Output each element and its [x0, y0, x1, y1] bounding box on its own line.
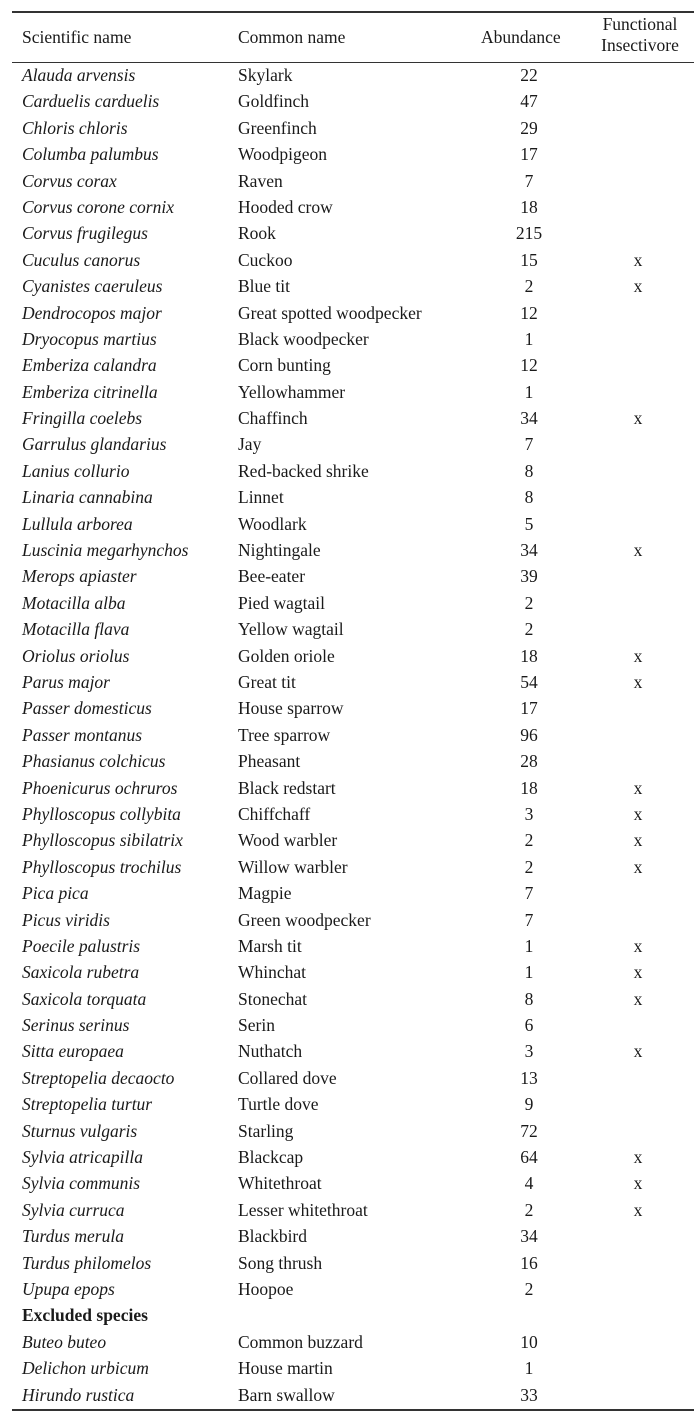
common-name-cell: Skylark	[238, 65, 293, 85]
abundance-cell: 15	[520, 249, 538, 270]
scientific-name-cell: Phoenicurus ochruros	[22, 777, 178, 798]
abundance-cell: 1	[524, 381, 534, 402]
scientific-name-cell: Hirundo rustica	[22, 1384, 135, 1405]
table-row	[0, 62, 697, 88]
abundance-cell: 96	[520, 724, 538, 745]
abundance-cell: 72	[520, 1120, 538, 1141]
insectivore-cell: x	[633, 1147, 643, 1168]
table-row	[0, 537, 697, 563]
scientific-name-cell: Phasianus colchicus	[22, 751, 166, 772]
insectivore-cell: x	[633, 803, 643, 824]
common-name-cell: Marsh tit	[238, 935, 302, 956]
abundance-cell: 34	[520, 408, 538, 429]
header-abundance: Abundance	[481, 27, 561, 47]
abundance-cell: 22	[520, 65, 538, 85]
abundance-cell: 7	[524, 434, 534, 455]
table-row	[0, 775, 697, 801]
table-row	[0, 695, 697, 721]
common-name-cell: Wood warbler	[238, 830, 338, 851]
abundance-cell: 5	[524, 513, 534, 534]
table-row	[0, 986, 697, 1012]
scientific-name-cell: Sturnus vulgaris	[22, 1120, 138, 1141]
common-name-cell: Great tit	[238, 671, 296, 692]
table-row	[0, 431, 697, 457]
common-name-cell: Tree sparrow	[238, 724, 331, 745]
common-name-cell: Common buzzard	[238, 1331, 363, 1352]
header-functional-line1: Functional	[602, 14, 678, 34]
common-name-cell: Corn bunting	[238, 355, 331, 376]
table-row	[0, 194, 697, 220]
common-name-cell: Yellowhammer	[238, 381, 346, 402]
section-heading: Excluded species	[22, 1305, 148, 1326]
insectivore-cell: x	[633, 856, 643, 877]
common-name-cell: Jay	[238, 434, 262, 455]
abundance-cell: 64	[520, 1147, 538, 1168]
scientific-name-cell: Dendrocopos major	[22, 302, 162, 323]
abundance-cell: 2	[524, 1278, 534, 1299]
abundance-cell: 9	[524, 1094, 534, 1115]
common-name-cell: Woodpigeon	[238, 144, 327, 165]
common-name-cell: Black redstart	[238, 777, 336, 798]
abundance-cell: 17	[520, 698, 538, 719]
table-row	[0, 1276, 697, 1302]
insectivore-cell: x	[633, 777, 643, 798]
scientific-name-cell: Emberiza calandra	[22, 355, 157, 376]
scientific-name-cell: Alauda arvensis	[22, 65, 136, 85]
table-row	[0, 1012, 697, 1038]
insectivore-cell: x	[633, 830, 643, 851]
scientific-name-cell: Poecile palustris	[22, 935, 141, 956]
abundance-cell: 16	[520, 1252, 538, 1273]
common-name-cell: Yellow wagtail	[238, 619, 344, 640]
common-name-cell: Whinchat	[238, 962, 307, 983]
common-name-cell: Song thrush	[238, 1252, 323, 1273]
table-row	[0, 273, 697, 299]
scientific-name-cell: Passer domesticus	[22, 698, 152, 719]
common-name-cell: Collared dove	[238, 1067, 337, 1088]
table-row	[0, 1065, 697, 1091]
table-row	[0, 88, 697, 114]
common-name-cell: Rook	[238, 223, 276, 244]
abundance-cell: 7	[524, 909, 534, 930]
scientific-name-cell: Luscinia megarhynchos	[22, 540, 189, 561]
scientific-name-cell: Lanius collurio	[22, 460, 130, 481]
common-name-cell: Turtle dove	[238, 1094, 319, 1115]
common-name-cell: Magpie	[238, 883, 292, 904]
common-name-cell: Woodlark	[238, 513, 307, 534]
table-row	[0, 1038, 697, 1064]
table-row	[0, 1118, 697, 1144]
table-row	[0, 827, 697, 853]
common-name-cell: Nightingale	[238, 540, 321, 561]
scientific-name-cell: Columba palumbus	[22, 144, 159, 165]
table-row	[0, 669, 697, 695]
abundance-cell: 12	[520, 302, 538, 323]
common-name-cell: Serin	[238, 1015, 275, 1036]
abundance-cell: 12	[520, 355, 538, 376]
scientific-name-cell: Lullula arborea	[22, 513, 133, 534]
scientific-name-cell: Streptopelia decaocto	[22, 1067, 175, 1088]
table-row	[0, 854, 697, 880]
scientific-name-cell: Turdus merula	[22, 1226, 124, 1247]
insectivore-cell: x	[633, 671, 643, 692]
common-name-cell: Great spotted woodpecker	[238, 302, 422, 323]
abundance-cell: 2	[524, 276, 534, 297]
table-row	[0, 643, 697, 669]
insectivore-cell: x	[633, 962, 643, 983]
common-name-cell: Goldfinch	[238, 91, 309, 112]
scientific-name-cell: Oriolus oriolus	[22, 645, 130, 666]
common-name-cell: Blackbird	[238, 1226, 308, 1247]
table-row	[0, 1355, 697, 1381]
scientific-name-cell: Buteo buteo	[22, 1331, 107, 1352]
abundance-cell: 1	[524, 328, 534, 349]
table-row	[0, 405, 697, 431]
abundance-cell: 10	[520, 1331, 538, 1352]
table-row	[0, 141, 697, 167]
abundance-cell: 7	[524, 883, 534, 904]
common-name-cell: Red-backed shrike	[238, 460, 369, 481]
table-bottom-rule	[12, 1409, 694, 1411]
scientific-name-cell: Sitta europaea	[22, 1041, 124, 1062]
abundance-cell: 47	[520, 91, 538, 112]
table-row	[0, 590, 697, 616]
table-row	[0, 1382, 697, 1408]
table-row	[0, 1223, 697, 1249]
abundance-cell: 6	[524, 1015, 534, 1036]
scientific-name-cell: Motacilla flava	[22, 619, 130, 640]
common-name-cell: House martin	[238, 1358, 333, 1379]
scientific-name-cell: Corvus corax	[22, 170, 117, 191]
scientific-name-cell: Emberiza citrinella	[22, 381, 158, 402]
insectivore-cell: x	[633, 408, 643, 429]
common-name-cell: House sparrow	[238, 698, 344, 719]
common-name-cell: Black woodpecker	[238, 328, 369, 349]
table-row	[0, 563, 697, 589]
scientific-name-cell: Sylvia curruca	[22, 1199, 125, 1220]
header-functional-insectivore	[584, 14, 696, 56]
table-row	[0, 880, 697, 906]
scientific-name-cell: Serinus serinus	[22, 1015, 130, 1036]
scientific-name-cell: Passer montanus	[22, 724, 143, 745]
table-row	[0, 458, 697, 484]
abundance-cell: 3	[524, 1041, 534, 1062]
common-name-cell: Hoopoe	[238, 1278, 294, 1299]
abundance-cell: 215	[515, 223, 543, 244]
common-name-cell: Pied wagtail	[238, 592, 325, 613]
common-name-cell: Golden oriole	[238, 645, 335, 666]
table-header	[0, 13, 697, 62]
abundance-cell: 2	[524, 856, 534, 877]
abundance-cell: 18	[520, 777, 538, 798]
common-name-cell: Green woodpecker	[238, 909, 371, 930]
scientific-name-cell: Pica pica	[22, 883, 89, 904]
header-common-name: Common name	[238, 27, 346, 47]
common-name-cell: Bee-eater	[238, 566, 306, 587]
common-name-cell: Lesser whitethroat	[238, 1199, 368, 1220]
scientific-name-cell: Fringilla coelebs	[22, 408, 143, 429]
table-row	[0, 1250, 697, 1276]
abundance-cell: 18	[520, 645, 538, 666]
abundance-cell: 2	[524, 592, 534, 613]
common-name-cell: Greenfinch	[238, 117, 317, 138]
scientific-name-cell: Phylloscopus sibilatrix	[22, 830, 183, 851]
scientific-name-cell: Cuculus canorus	[22, 249, 141, 270]
abundance-cell: 29	[520, 117, 538, 138]
abundance-cell: 8	[524, 988, 534, 1009]
insectivore-cell: x	[633, 540, 643, 561]
abundance-cell: 8	[524, 460, 534, 481]
abundance-cell: 1	[524, 935, 534, 956]
abundance-cell: 39	[520, 566, 538, 587]
scientific-name-cell: Sylvia atricapilla	[22, 1147, 144, 1168]
table-row	[0, 511, 697, 537]
scientific-name-cell: Picus viridis	[22, 909, 110, 930]
abundance-cell: 34	[520, 1226, 538, 1247]
scientific-name-cell: Phylloscopus collybita	[22, 803, 181, 824]
common-name-cell: Whitethroat	[238, 1173, 322, 1194]
common-name-cell: Linnet	[238, 487, 284, 508]
abundance-cell: 7	[524, 170, 534, 191]
scientific-name-cell: Parus major	[22, 671, 110, 692]
scientific-name-cell: Linaria cannabina	[22, 487, 153, 508]
table-row	[0, 115, 697, 141]
table-row	[0, 484, 697, 510]
scientific-name-cell: Carduelis carduelis	[22, 91, 160, 112]
insectivore-cell: x	[633, 249, 643, 270]
insectivore-cell: x	[633, 1173, 643, 1194]
scientific-name-cell: Turdus philomelos	[22, 1252, 152, 1273]
abundance-cell: 1	[524, 1358, 534, 1379]
scientific-name-cell: Motacilla alba	[22, 592, 126, 613]
insectivore-cell: x	[633, 645, 643, 666]
abundance-cell: 28	[520, 751, 538, 772]
table-row	[0, 352, 697, 378]
insectivore-cell: x	[633, 935, 643, 956]
table-row	[0, 1170, 697, 1196]
abundance-cell: 2	[524, 619, 534, 640]
abundance-cell: 17	[520, 144, 538, 165]
table-row	[0, 1329, 697, 1355]
abundance-cell: 54	[520, 671, 538, 692]
common-name-cell: Blue tit	[238, 276, 291, 297]
insectivore-cell: x	[633, 1041, 643, 1062]
scientific-name-cell: Saxicola rubetra	[22, 962, 140, 983]
scientific-name-cell: Garrulus glandarius	[22, 434, 167, 455]
abundance-cell: 18	[520, 196, 538, 217]
common-name-cell: Chaffinch	[238, 408, 308, 429]
scientific-name-cell: Corvus corone cornix	[22, 196, 174, 217]
table-row	[0, 326, 697, 352]
insectivore-cell: x	[633, 1199, 643, 1220]
table-row	[0, 801, 697, 827]
abundance-cell: 3	[524, 803, 534, 824]
common-name-cell: Chiffchaff	[238, 803, 311, 824]
table-row	[0, 748, 697, 774]
abundance-cell: 13	[520, 1067, 538, 1088]
insectivore-cell: x	[633, 276, 643, 297]
table-row	[0, 959, 697, 985]
table-row	[0, 1197, 697, 1223]
header-scientific-name: Scientific name	[22, 27, 132, 47]
scientific-name-cell: Merops apiaster	[22, 566, 137, 587]
table-body	[0, 62, 697, 1408]
abundance-cell: 8	[524, 487, 534, 508]
abundance-cell: 2	[524, 830, 534, 851]
scientific-name-cell: Upupa epops	[22, 1278, 115, 1299]
insectivore-cell: x	[633, 988, 643, 1009]
section-heading-row	[0, 1302, 697, 1328]
scientific-name-cell: Chloris chloris	[22, 117, 128, 138]
scientific-name-cell: Cyanistes caeruleus	[22, 276, 163, 297]
scientific-name-cell: Saxicola torquata	[22, 988, 147, 1009]
table-row	[0, 616, 697, 642]
table-row	[0, 220, 697, 246]
abundance-cell: 1	[524, 962, 534, 983]
table-row	[0, 933, 697, 959]
table-row	[0, 907, 697, 933]
scientific-name-cell: Phylloscopus trochilus	[22, 856, 182, 877]
scientific-name-cell: Streptopelia turtur	[22, 1094, 153, 1115]
abundance-cell: 4	[524, 1173, 534, 1194]
common-name-cell: Willow warbler	[238, 856, 348, 877]
scientific-name-cell: Delichon urbicum	[22, 1358, 149, 1379]
common-name-cell: Nuthatch	[238, 1041, 303, 1062]
common-name-cell: Hooded crow	[238, 196, 333, 217]
header-functional-line2: Insectivore	[601, 35, 679, 55]
scientific-name-cell: Corvus frugilegus	[22, 223, 148, 244]
common-name-cell: Cuckoo	[238, 249, 293, 270]
abundance-cell: 34	[520, 540, 538, 561]
table-row	[0, 168, 697, 194]
abundance-cell: 2	[524, 1199, 534, 1220]
scientific-name-cell: Dryocopus martius	[22, 328, 157, 349]
table-row	[0, 1091, 697, 1117]
common-name-cell: Starling	[238, 1120, 294, 1141]
table-row	[0, 379, 697, 405]
table-row	[0, 247, 697, 273]
abundance-cell: 33	[520, 1384, 538, 1405]
common-name-cell: Pheasant	[238, 751, 301, 772]
common-name-cell: Stonechat	[238, 988, 308, 1009]
scientific-name-cell: Sylvia communis	[22, 1173, 141, 1194]
table-row	[0, 722, 697, 748]
common-name-cell: Raven	[238, 170, 283, 191]
table-row	[0, 300, 697, 326]
table-row	[0, 1144, 697, 1170]
common-name-cell: Blackcap	[238, 1147, 304, 1168]
common-name-cell: Barn swallow	[238, 1384, 335, 1405]
